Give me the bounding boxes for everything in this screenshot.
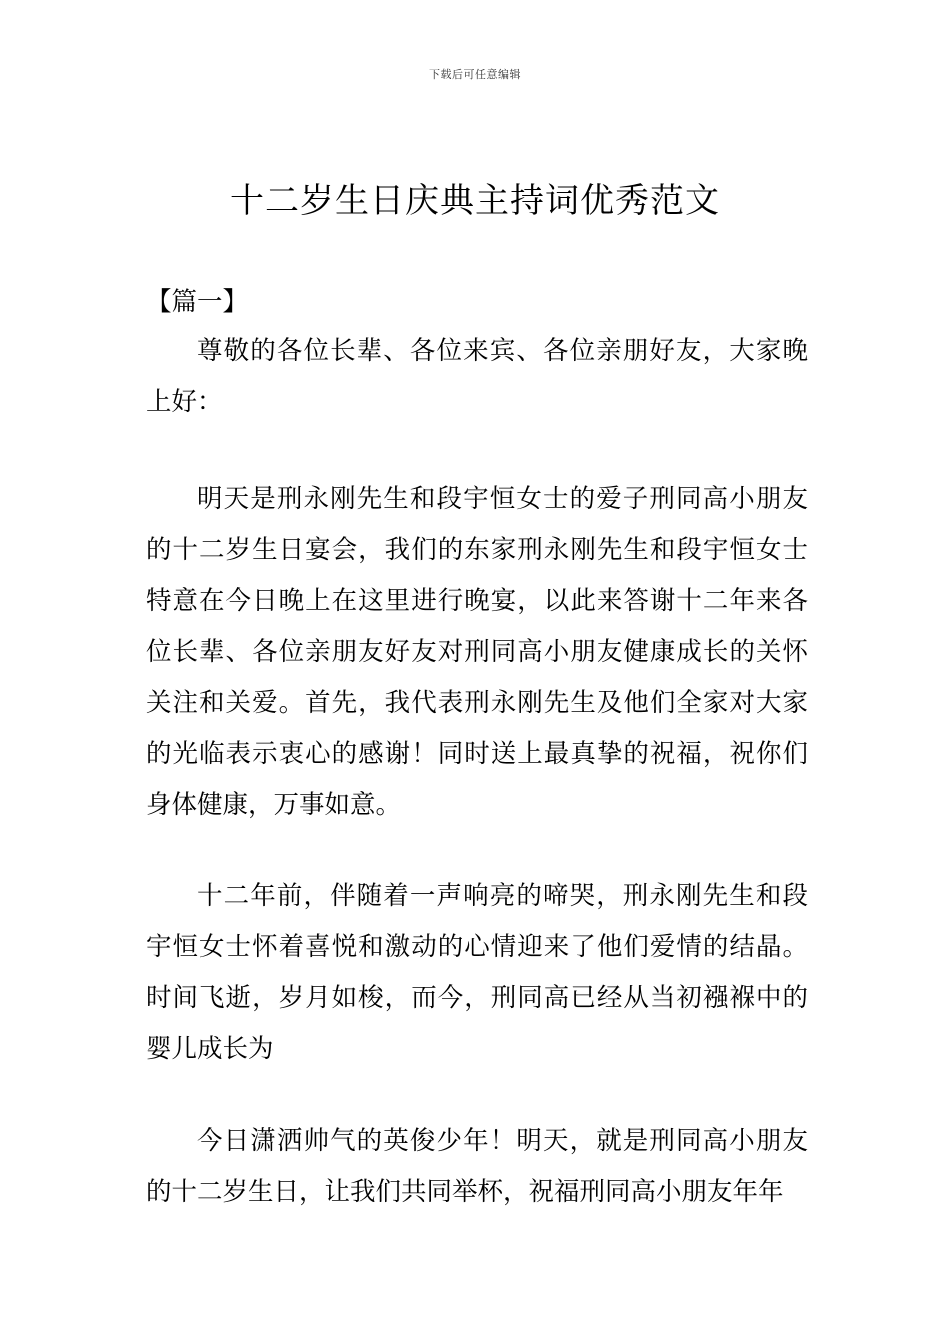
paragraph-toast: 今日潇洒帅气的英俊少年！明天，就是刑同高小朋友的十二岁生日，让我们共同举杯，祝福刑同高小朋友年年 (146, 1126, 808, 1207)
paragraph-introduction: 明天是刑永刚先生和段宇恒女士的爱子刑同高小朋友的十二岁生日宴会，我们的东家刑永刚先生和段宇恒女士特意在今日晚上在这里进行晚宴，以此来答谢十二年来各位长辈、各位亲朋友好友对刑同高小朋友健康成长的关怀关注和关爱。首先，我代表刑永刚先生及他们全家对大家的光临表示衷心的感谢！同时送上最真挚的祝福，祝你们身体健康，万事如意。 (146, 484, 808, 820)
paragraph-greeting: 尊敬的各位长辈、各位来宾、各位亲朋好友，大家晚上好： (146, 336, 808, 417)
paragraph-birth-story: 十二年前，伴随着一声响亮的啼哭，刑永刚先生和段宇恒女士怀着喜悦和激动的心情迎来了他们爱情的结晶。时间飞逝，岁月如梭，而今，刑同高已经从当初襁褓中的婴儿成长为 (146, 881, 808, 1064)
section-label: 【篇一】 (146, 287, 249, 317)
header-note: 下载后可任意编辑 (429, 68, 521, 81)
document-title: 十二岁生日庆典主持词优秀范文 (230, 181, 720, 221)
